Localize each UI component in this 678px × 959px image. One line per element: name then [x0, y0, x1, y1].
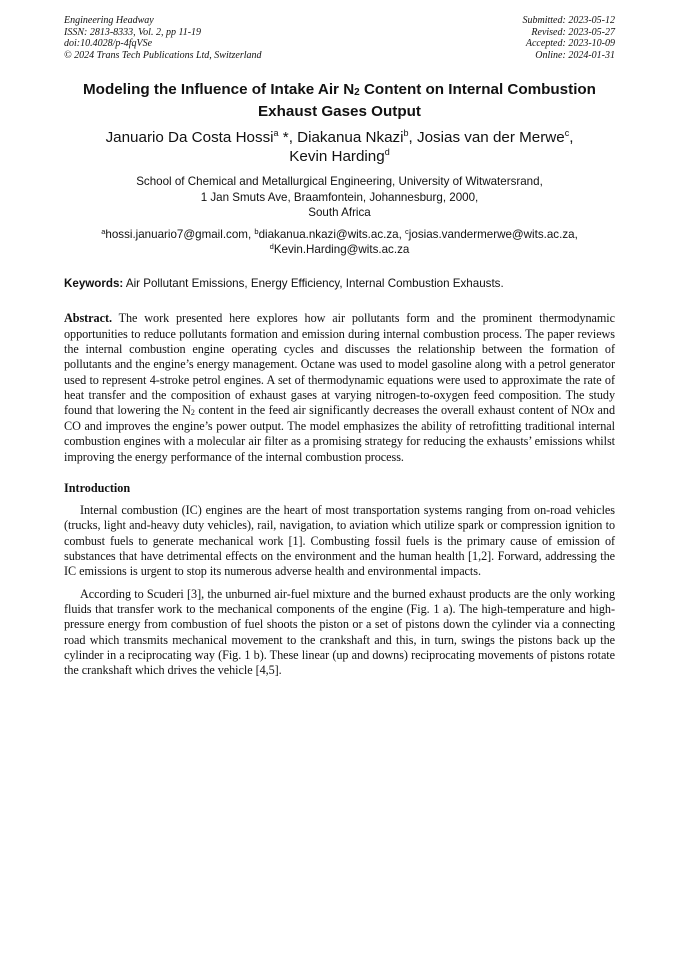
- issn-line: ISSN: 2813-8333, Vol. 2, pp 11-19: [64, 26, 202, 38]
- revised-date: Revised: 2023-05-27: [531, 26, 615, 38]
- email-author-4: Kevin.Harding@wits.ac.za: [273, 243, 410, 256]
- journal-name: Engineering Headway: [64, 15, 154, 26]
- affiliation-line: School of Chemical and Metallurgical Engineering, University of Witwatersrand,: [136, 175, 543, 189]
- email-mark: d: [269, 242, 274, 251]
- title-subscript: 2: [354, 87, 360, 99]
- author-1: Januario Da Costa Hossi: [105, 129, 274, 147]
- publication-dates: [523, 15, 616, 61]
- abstract-subscript: 2: [190, 408, 195, 418]
- abstract-text: content in the feed air significantly decreases the overall exhaust content of NO: [194, 403, 589, 418]
- doi-line: doi:10.4028/p-4fqVSe: [64, 38, 153, 50]
- paper-page: [64, 15, 615, 679]
- author-3: Josias van der Merwe: [416, 129, 565, 147]
- section-heading-introduction: Introduction: [64, 480, 131, 495]
- journal-header: [64, 15, 615, 61]
- author-2: Diakanua Nkazi: [297, 129, 404, 147]
- submitted-date: Submitted: 2023-05-12: [522, 15, 615, 26]
- author-separator: ,: [408, 129, 417, 147]
- journal-info: [64, 15, 262, 61]
- abstract-italic: x: [588, 403, 594, 418]
- intro-paragraph-1: Internal combustion (IC) engines are the heart of most transportation systems ranging from on-road vehicles (trucks, light and-heavy duty vehicles), rail, navigation, to aviation which utilize spark or compression ignition to combust fuels to generate mechanical work [1]. Combusting fossil fuels is the primary cause of emission of substances that have detrimental effects on the environment and the human health [1,2]. Forward, addressing the IC emissions is urgent to stop its numerous adverse health and environmental impacts.: [64, 502, 615, 579]
- email-author-3: josias.vandermerwe@wits.ac.za,: [408, 227, 578, 241]
- keywords-text: Air Pollutant Emissions, Energy Efficiency, Internal Combustion Exhausts.: [123, 277, 504, 291]
- abstract: [64, 311, 615, 464]
- author-list: [64, 128, 615, 166]
- title-text-1: Modeling the Influence of Intake Air N: [83, 81, 355, 99]
- email-mark: b: [254, 226, 259, 236]
- affiliation-line: 1 Jan Smuts Ave, Braamfontein, Johannesburg, 2000,: [200, 190, 479, 204]
- author-4: Kevin Harding: [289, 148, 385, 166]
- intro-paragraph-2: According to Scuderi [3], the unburned air-fuel mixture and the burned exhaust products are the only working fluids that transfer work to the mechanical components of the engine (Fig. 1 a). The high-temperature and high-pressure energy from combustion of fuel shoots the piston or a set of pistons down the cylinder via a connecting road which transmits mechanical movement to the crankshaft and this, in turn, swings the pistons back up the cylinder in a reciprocating way (Fig. 1 b). These linear (up and downs) reciprocating movements of pistons rotate the crankshaft which drives the vehicle [4,5].: [64, 586, 615, 678]
- abstract-text: and CO and improves the engine’s power output. The model emphasizes the ability of retrofitting traditional internal combustion engines with a molecular air filter as a promising strategy for reducing the exhausts’ emissions whilst improving the energy performance of the internal combustion process.: [64, 403, 615, 464]
- online-date: Online: 2024-01-31: [535, 49, 615, 61]
- accepted-date: Accepted: 2023-10-09: [525, 38, 615, 50]
- author-1-affil-mark: a: [273, 128, 279, 139]
- abstract-label: Abstract.: [64, 311, 112, 326]
- author-3-affil-mark: c: [564, 128, 570, 139]
- email-author-1: hossi.januario7@gmail.com,: [105, 227, 255, 241]
- author-separator: ,: [569, 129, 574, 147]
- email-mark: c: [405, 226, 409, 236]
- affiliation-line: South Africa: [308, 206, 371, 220]
- corresponding-mark: *,: [278, 129, 298, 147]
- email-author-2: diakanua.nkazi@wits.ac.za,: [258, 227, 406, 241]
- paper-title: [64, 81, 615, 121]
- copyright-line: © 2024 Trans Tech Publications Ltd, Switzerland: [64, 49, 262, 61]
- keywords-label: Keywords:: [64, 277, 124, 291]
- author-2-affil-mark: b: [403, 128, 409, 139]
- author-emails: [64, 227, 615, 258]
- email-mark: a: [101, 226, 106, 236]
- author-4-affil-mark: d: [384, 147, 390, 158]
- affiliation: [64, 174, 615, 220]
- title-text-2: Content on Internal Combustion Exhaust Gases Output: [258, 81, 596, 120]
- keywords: [64, 276, 615, 291]
- abstract-text: The work presented here explores how air pollutants form and the prominent thermodynamic opportunities to reduce pollutants formation and emission during internal combustion process. The paper reviews the internal combustion engine operating cycles and discusses the relationship between the formation of pollutants and the engine’s energy management. Octane was used to model gasoline along with a petrol generator used to represent 4-stroke petrol engines. A set of thermodynamic equations were used to approximate the rate of heat transfer and the composition of exhaust gases at varying nitrogen-to-oxygen feed composition. The study found that lowering the N: [64, 311, 615, 418]
